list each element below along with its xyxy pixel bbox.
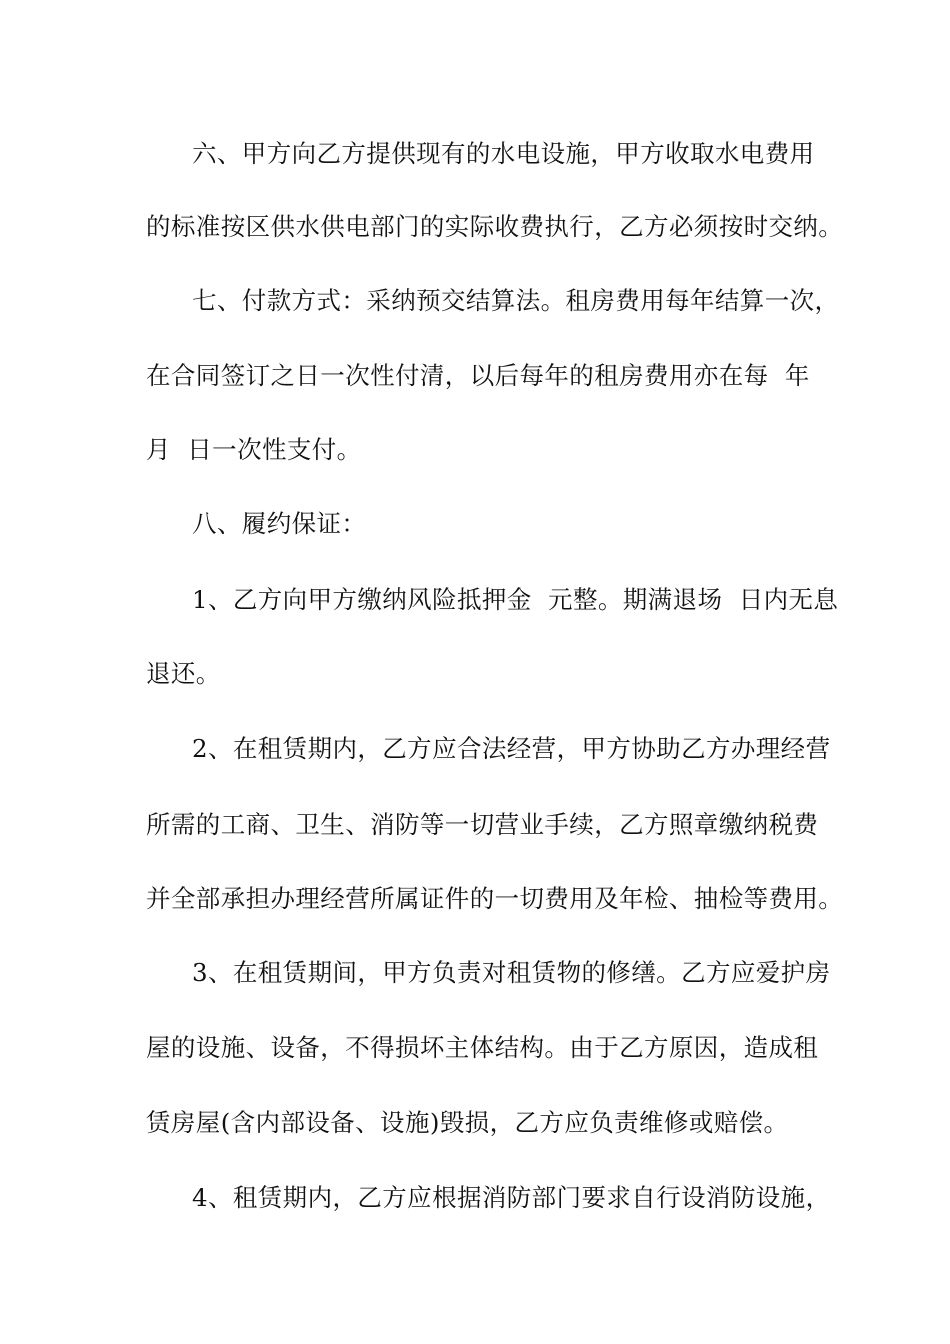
text-line: 的标准按区供水供电部门的实际收费执行，乙方必须按时交纳。	[146, 212, 844, 241]
text-line: 1、乙方向甲方缴纳风险抵押金 元整。期满退场 日内无息	[192, 585, 839, 614]
text-line: 在合同签订之日一次性付清，以后每年的租房费用亦在每 年	[146, 361, 810, 390]
text-line: 八、履约保证：	[192, 509, 367, 538]
text-line: 4、租赁期内，乙方应根据消防部门要求自行设消防设施，	[192, 1183, 831, 1212]
text-line: 退还。	[146, 659, 221, 688]
text-line: 并全部承担办理经营所属证件的一切费用及年检、抽检等费用。	[146, 884, 844, 913]
text-line: 月 日一次性支付。	[146, 435, 362, 464]
text-line: 七、付款方式：采纳预交结算法。租房费用每年结算一次，	[192, 286, 840, 315]
text-line: 2、在租赁期内，乙方应合法经营，甲方协助乙方办理经营	[192, 734, 831, 763]
text-line: 3、在租赁期间，甲方负责对租赁物的修缮。乙方应爱护房	[192, 958, 831, 987]
text-line: 六、甲方向乙方提供现有的水电设施，甲方收取水电费用	[192, 139, 815, 168]
text-line: 所需的工商、卫生、消防等一切营业手续，乙方照章缴纳税费	[146, 810, 819, 839]
text-line: 屋的设施、设备，不得损坏主体结构。由于乙方原因，造成租	[146, 1033, 819, 1062]
text-line: 赁房屋(含内部设备、设施)毁损，乙方应负责维修或赔偿。	[146, 1108, 789, 1137]
